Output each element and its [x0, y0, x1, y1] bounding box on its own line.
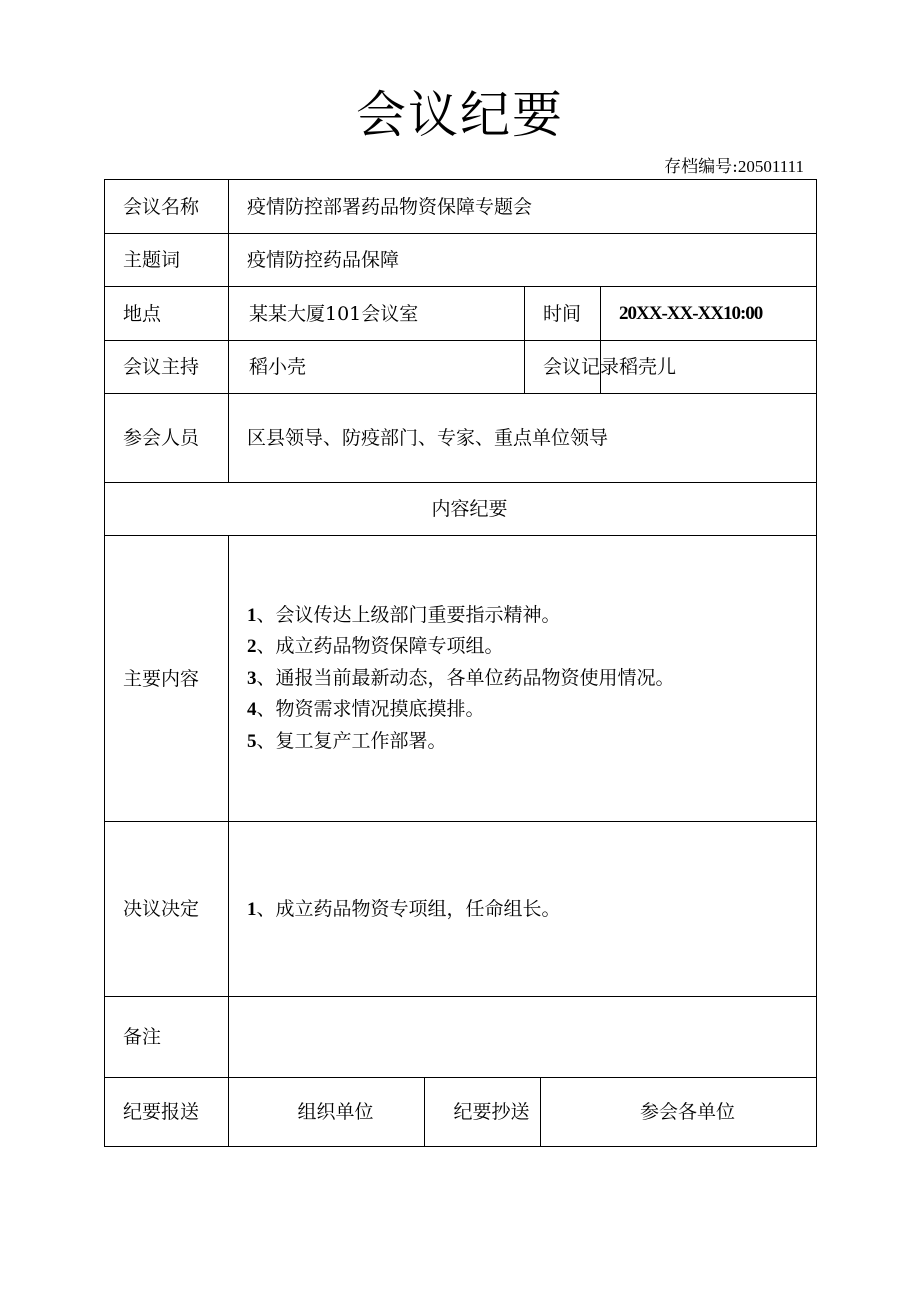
time-label: 时间 [525, 287, 601, 341]
attendees-value: 区县领导、防疫部门、专家、重点单位领导 [229, 394, 817, 483]
row-host [105, 341, 817, 394]
keywords-label: 主题词 [105, 234, 229, 287]
recorder-value: 稻壳儿 [601, 341, 817, 394]
distribution-to: 组织单位 [229, 1078, 425, 1147]
archive-label: 存档编号: [664, 157, 738, 177]
row-location [105, 287, 817, 341]
attendees-label: 参会人员 [105, 394, 229, 483]
time-value: 20XX-XX-XX10:00 [601, 287, 817, 341]
list-item: 2、成立药品物资保障专项组。 [247, 635, 504, 658]
summary-header: 内容纪要 [105, 483, 817, 536]
row-summary-header [105, 483, 817, 536]
recorder-label: 会议记录 [525, 341, 601, 394]
host-value: 稻小壳 [229, 341, 525, 394]
main-content-label: 主要内容 [105, 536, 229, 822]
remarks-value [229, 997, 817, 1078]
location-label: 地点 [105, 287, 229, 341]
meeting-name-value: 疫情防控部署药品物资保障专题会 [229, 180, 817, 234]
row-remarks [105, 997, 817, 1078]
list-item: 1、会议传达上级部门重要指示精神。 [247, 603, 561, 626]
list-item: 3、通报当前最新动态，各单位药品物资使用情况。 [247, 666, 675, 689]
archive-number-value: 20501111 [737, 157, 804, 176]
list-item: 5、复工复产工作部署。 [247, 729, 447, 752]
location-value: 某某大厦101会议室 [229, 287, 525, 341]
cc-label: 纪要抄送 [425, 1078, 541, 1147]
meeting-name-label: 会议名称 [105, 180, 229, 234]
distribution-label: 纪要报送 [105, 1078, 229, 1147]
main-content-value [229, 536, 817, 822]
host-label: 会议主持 [105, 341, 229, 394]
cc-value: 参会各单位 [541, 1078, 817, 1147]
archive-number [664, 156, 804, 178]
resolution-value: 1、成立药品物资专项组，任命组长。 [229, 822, 817, 997]
minutes-table [104, 179, 817, 1147]
row-meeting-name [105, 180, 817, 234]
resolution-label: 决议决定 [105, 822, 229, 997]
row-distribution [105, 1078, 817, 1147]
remarks-label: 备注 [105, 997, 229, 1078]
keywords-value: 疫情防控药品保障 [229, 234, 817, 287]
row-attendees [105, 394, 817, 483]
row-keywords [105, 234, 817, 287]
row-resolution [105, 822, 817, 997]
document-title: 会议纪要 [356, 86, 564, 144]
row-main-content [105, 536, 817, 822]
list-item: 4、物资需求情况摸底摸排。 [247, 698, 485, 721]
main-content-list [247, 600, 816, 758]
